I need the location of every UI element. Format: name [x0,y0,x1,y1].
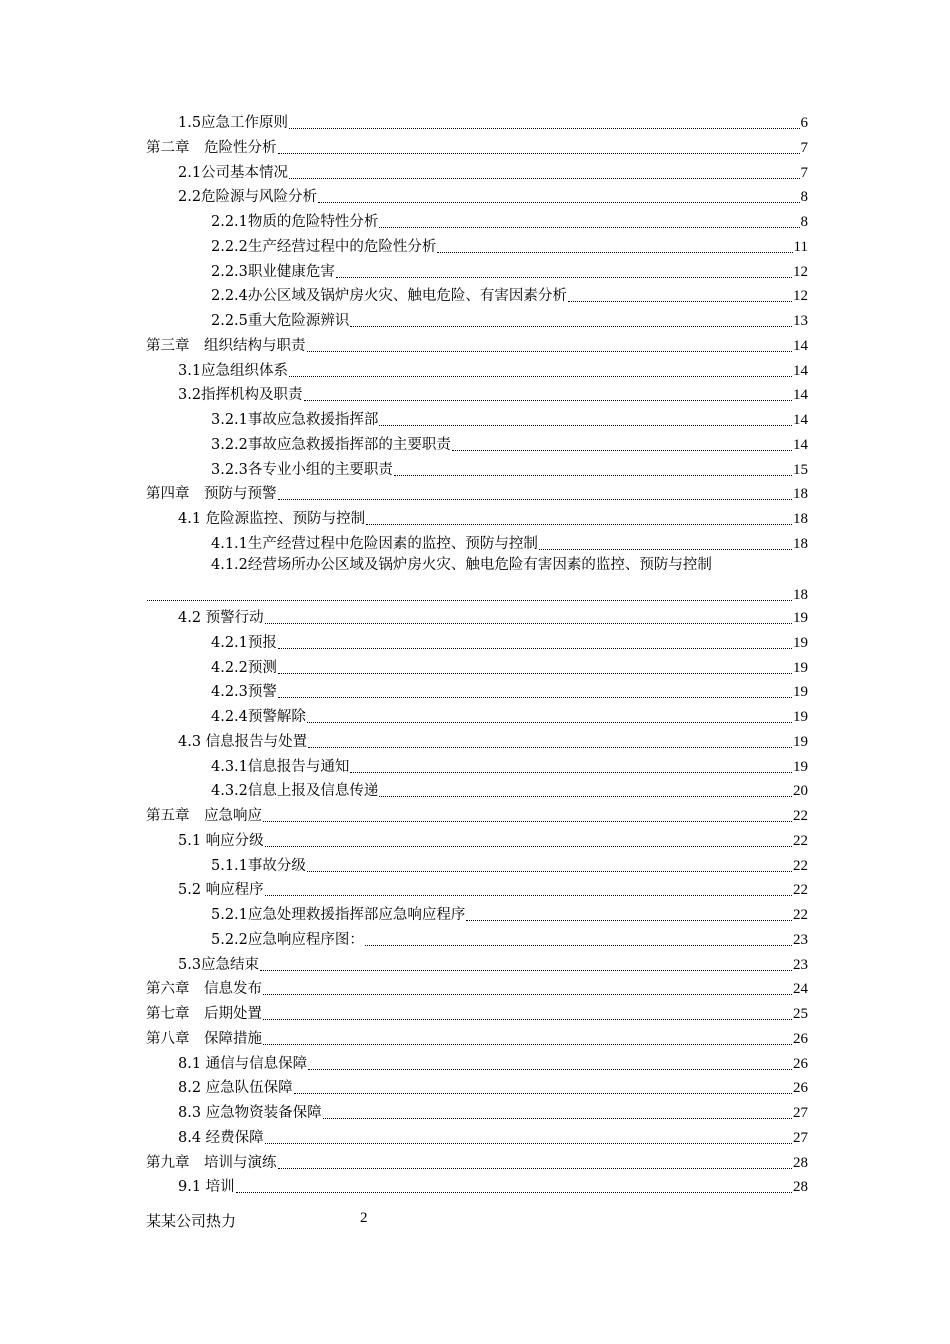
toc-entry-title: 4.2 预警行动 [178,610,264,626]
toc-entry-page: 8 [800,214,808,230]
toc-entry[interactable] [211,704,808,726]
toc-entry[interactable] [211,234,808,256]
toc-entry[interactable] [178,1100,808,1122]
toc-entry[interactable] [146,481,808,503]
toc-entry-page: 18 [793,486,808,503]
toc-entry-page: 22 [793,857,808,874]
toc-entry[interactable] [211,432,808,454]
toc-dot-leader [289,125,799,129]
toc-entry-title: 2.2.3职业健康危害 [211,263,335,280]
toc-dot-leader [394,472,792,476]
toc-dot-leader [307,348,793,352]
toc-dot-leader [365,942,792,946]
toc-dot-leader [307,868,792,872]
toc-dot-leader [278,645,792,649]
toc-entry-title: 第八章 保障措施 [146,1030,262,1047]
toc-entry-title: 4.3.1信息报告与通知 [211,758,350,775]
toc-entry[interactable] [211,457,808,479]
toc-dot-leader [265,892,792,896]
toc-entry-page: 12 [793,263,808,280]
toc-entry[interactable] [178,1075,808,1097]
toc-entry-page: 11 [793,238,808,255]
toc-entry[interactable] [178,605,808,627]
toc-entry-continuation [146,580,808,604]
toc-entry-title: 第九章 培训与演练 [146,1154,277,1171]
toc-entry-page: 22 [793,832,808,849]
toc-entry-title: 3.2.2事故应急救援指挥部的主要职责 [211,436,451,453]
toc-entry[interactable] [178,877,808,899]
toc-dot-leader [466,917,792,921]
toc-entry-page: 22 [793,907,808,923]
toc-entry[interactable] [211,778,808,800]
toc-entry-title: 4.3 信息报告与处置 [178,733,308,750]
toc-entry-page: 19 [793,610,808,626]
toc-entry-title: 8.1 通信与信息保障 [178,1055,308,1072]
toc-dot-leader [263,1016,792,1020]
toc-dot-leader [265,620,792,624]
toc-entry-page: 18 [793,511,808,527]
toc-dot-leader [366,521,792,525]
toc-entry-title: 4.2.3预警 [211,684,277,701]
toc-entry[interactable] [211,679,808,701]
toc-dot-leader [539,546,792,550]
toc-entry-page: 27 [793,1129,808,1146]
toc-entry-page: 18 [793,535,808,552]
toc-entry-page: 7 [800,139,808,156]
toc-entry-title: 5.1 响应分级 [178,832,264,849]
toc-dot-leader [379,422,792,426]
toc-entry[interactable] [146,135,808,157]
toc-entry[interactable] [178,506,808,528]
toc-entry-page: 8 [800,189,808,206]
toc-dot-leader [350,769,792,773]
toc-entry-title: 8.4 经费保障 [178,1129,264,1146]
toc-entry[interactable] [178,358,808,380]
toc-entry[interactable] [178,729,808,751]
toc-dot-leader [568,298,792,302]
toc-dot-leader [263,991,792,995]
toc-entry-page: 26 [793,1055,808,1072]
toc-entry-title: 3.2指挥机构及职责 [178,387,303,404]
toc-dot-leader [278,1165,793,1169]
toc-entry-title: 2.2.2生产经营过程中的危险性分析 [211,238,437,255]
toc-entry-title: 5.2.1应急处理救援指挥部应急响应程序 [211,907,466,923]
toc-dot-leader [294,1090,792,1094]
toc-entry-title: 4.2.2预测 [211,659,277,676]
toc-entry-title: 4.2.4预警解除 [211,709,306,725]
toc-entry-page: 13 [793,313,808,329]
toc-entry-page: 25 [793,1006,808,1022]
toc-entry-page: 26 [793,1030,808,1047]
toc-entry[interactable] [146,803,808,825]
toc-entry-title: 2.2.5重大危险源辨识 [211,313,350,329]
toc-entry[interactable] [146,1001,808,1023]
toc-dot-leader [308,744,792,748]
toc-entry-page: 22 [793,882,808,899]
toc-entry-page: 23 [793,956,808,973]
toc-entry-title: 4.2.1预报 [211,634,277,651]
toc-entry-page: 14 [793,436,808,453]
toc-dot-leader [147,597,792,601]
toc-entry-page: 19 [793,733,808,750]
toc-entry[interactable] [211,902,808,924]
toc-dot-leader [260,967,792,971]
toc-entry[interactable] [146,976,808,998]
toc-entry-title: 1.5应急工作原则 [178,115,289,131]
toc-entry-page: 22 [793,808,808,824]
toc-dot-leader [452,447,792,451]
toc-entry-title: 3.2.3各专业小组的主要职责 [211,461,393,478]
toc-entry[interactable] [178,828,808,850]
toc-entry-page: 7 [800,164,808,181]
toc-dot-leader [379,793,792,797]
toc-dot-leader [263,1041,792,1045]
toc-entry-title: 第二章 危险性分析 [146,139,277,156]
toc-entry[interactable] [178,952,808,974]
toc-entry[interactable] [211,209,808,231]
toc-entry-title: 4.3.2信息上报及信息传递 [211,783,379,800]
toc-dot-leader [323,1115,792,1119]
toc-entry-title: 第七章 后期处置 [146,1006,262,1022]
toc-entry-title: 2.1公司基本情况 [178,164,289,181]
toc-entry-page: 14 [793,362,808,379]
footer-page-number: 2 [360,1210,368,1226]
toc-entry-page: 19 [793,634,808,651]
toc-entry-title: 5.2 响应程序 [178,882,264,899]
toc-entry-title: 8.3 应急物资装备保障 [178,1105,322,1121]
toc-entry-page: 12 [793,288,808,305]
toc-entry-title: 2.2危险源与风险分析 [178,189,318,206]
toc-entry-page: 6 [800,115,808,131]
toc-entry-title: 2.2.4办公区域及锅炉房火灾、触电危险、有害因素分析 [211,288,567,305]
toc-entry-page: 23 [793,931,808,948]
toc-entry-page: 28 [793,1154,808,1171]
toc-dot-leader [265,843,792,847]
toc-entry[interactable] [178,110,808,132]
toc-dot-leader [307,719,792,723]
toc-entry[interactable] [178,160,808,182]
toc-dot-leader [289,373,792,377]
toc-entry-title: 9.1 培训 [178,1179,235,1196]
toc-dot-leader [278,670,792,674]
toc-entry[interactable] [178,1051,808,1073]
toc-dot-leader [379,224,799,228]
toc-entry[interactable] [211,259,808,281]
footer-company-name: 某某公司热力 [146,1212,237,1230]
toc-dot-leader [350,323,792,327]
toc-entry[interactable] [211,531,808,553]
toc-entry-title: 5.1.1事故分级 [211,857,306,874]
toc-entry-title: 4.1.2经营场所办公区域及锅炉房火灾、触电危险有害因素的监控、预防与控制 [211,556,712,573]
toc-dot-leader [265,1140,792,1144]
toc-entry-title: 第五章 应急响应 [146,808,262,824]
toc-entry[interactable] [178,1125,808,1147]
toc-entry[interactable] [211,283,808,305]
toc-dot-leader [278,496,793,500]
toc-entry-title: 第四章 预防与预警 [146,486,277,503]
toc-entry-title: 5.2.2应急响应程序图： [211,931,364,948]
toc-entry[interactable] [211,407,808,429]
toc-entry[interactable] [178,1174,808,1196]
toc-entry[interactable] [211,556,808,606]
toc-entry-page: 18 [793,586,808,603]
toc-entry[interactable] [211,754,808,776]
toc-entry-title: 第六章 信息发布 [146,981,262,998]
toc-entry-page: 19 [793,709,808,725]
toc-entry-page: 19 [793,659,808,676]
toc-dot-leader [318,199,799,203]
toc-dot-leader [278,694,792,698]
toc-entry-title: 5.3应急结束 [178,956,260,973]
toc-entry-page: 14 [793,337,808,354]
toc-entry-page: 15 [793,461,808,478]
toc-entry-page: 14 [793,412,808,428]
toc-entry[interactable] [146,1150,808,1172]
toc-entry[interactable] [211,927,808,949]
toc-dot-leader [278,150,800,154]
toc-entry-page: 28 [793,1179,808,1196]
toc-dot-leader [263,818,792,822]
toc-entry[interactable] [211,308,808,330]
toc-entry-title: 3.1应急组织体系 [178,362,289,379]
toc-entry[interactable] [178,382,808,404]
toc-dot-leader [236,1189,792,1193]
toc-entry-page: 20 [793,783,808,800]
toc-entry-page: 24 [793,981,808,998]
toc-dot-leader [437,249,792,253]
toc-entry-page: 26 [793,1080,808,1097]
toc-dot-leader [308,1066,792,1070]
toc-entry-title: 4.1.1生产经营过程中危险因素的监控、预防与控制 [211,535,538,552]
toc-entry[interactable] [146,1026,808,1048]
toc-dot-leader [304,397,792,401]
toc-entry[interactable] [211,853,808,875]
toc-dot-leader [336,274,792,278]
toc-dot-leader [289,175,799,179]
toc-entry-page: 27 [793,1105,808,1121]
toc-entry-page: 19 [793,758,808,775]
toc-entry-page: 19 [793,684,808,701]
toc-entry-title: 8.2 应急队伍保障 [178,1080,293,1097]
toc-entry[interactable] [178,184,808,206]
toc-entry-title: 第三章 组织结构与职责 [146,337,306,354]
toc-entry[interactable] [211,630,808,652]
toc-entry[interactable] [211,655,808,677]
toc-entry-title: 2.2.1物质的危险特性分析 [211,214,379,230]
toc-entry-page: 14 [793,387,808,404]
toc-entry-title: 3.2.1事故应急救援指挥部 [211,412,379,428]
toc-entry[interactable] [146,333,808,355]
toc-entry-title: 4.1 危险源监控、预防与控制 [178,511,366,527]
